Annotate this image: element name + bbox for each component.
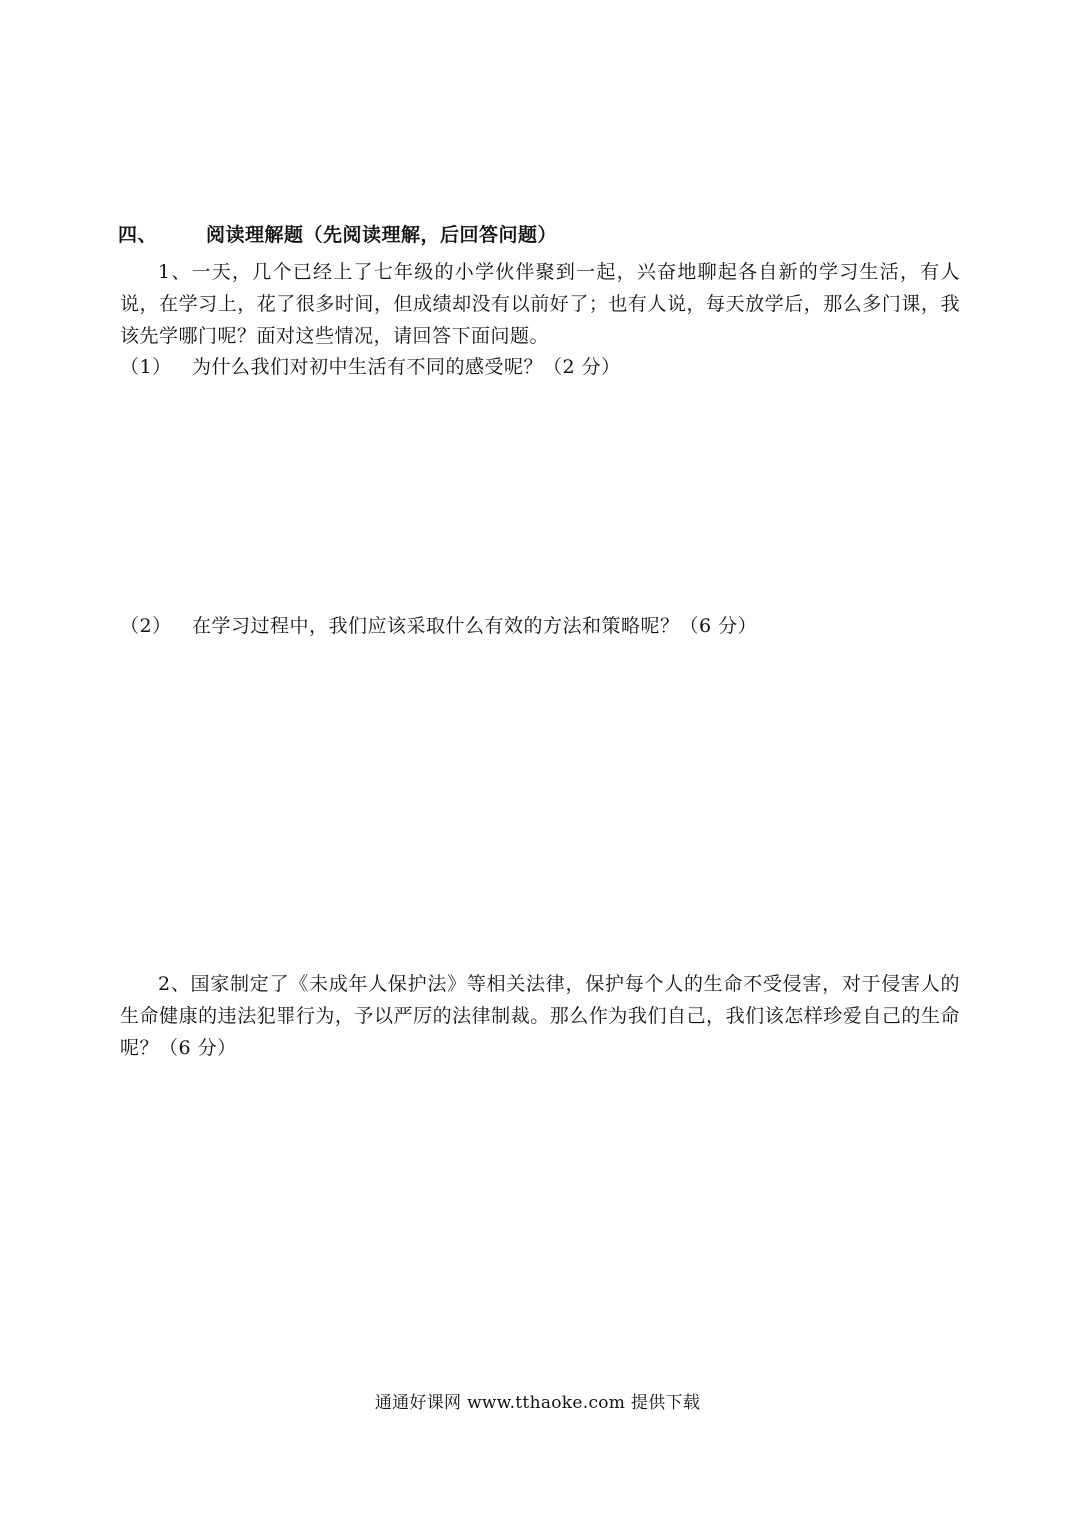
section-title: 阅读理解题（先阅读理解，后回答问题） bbox=[206, 224, 558, 246]
question1-sub2-label: （2） bbox=[120, 615, 172, 637]
question1-sub1 bbox=[120, 354, 621, 380]
question1-sub2-text: 在学习过程中，我们应该采取什么有效的方法和策略呢？（6 分） bbox=[192, 615, 758, 637]
section-heading bbox=[118, 222, 557, 248]
question1-sub2 bbox=[120, 613, 757, 639]
question2-passage: 2、国家制定了《未成年人保护法》等相关法律，保护每个人的生命不受侵害，对于侵害人的生命健康的违法犯罪行为，予以严厉的法律制裁。那么作为我们自己，我们该怎样珍爱自己的生命呢？（6 分） bbox=[120, 973, 960, 1059]
section-number: 四、 bbox=[118, 224, 158, 246]
question1-sub1-text: 为什么我们对初中生活有不同的感受呢？（2 分） bbox=[192, 356, 621, 378]
footer-source: 通通好课网 www.tthaoke.com 提供下载 bbox=[374, 1393, 701, 1413]
question1-passage: 1、一天，几个已经上了七年级的小学伙伴聚到一起，兴奋地聊起各自新的学习生活，有人说，在学习上，花了很多时间，但成绩却没有以前好了；也有人说，每天放学后，那么多门课，我该先学哪门呢？面对这些情况，请回答下面问题。 bbox=[120, 261, 960, 347]
question1-sub1-label: （1） bbox=[120, 356, 172, 378]
